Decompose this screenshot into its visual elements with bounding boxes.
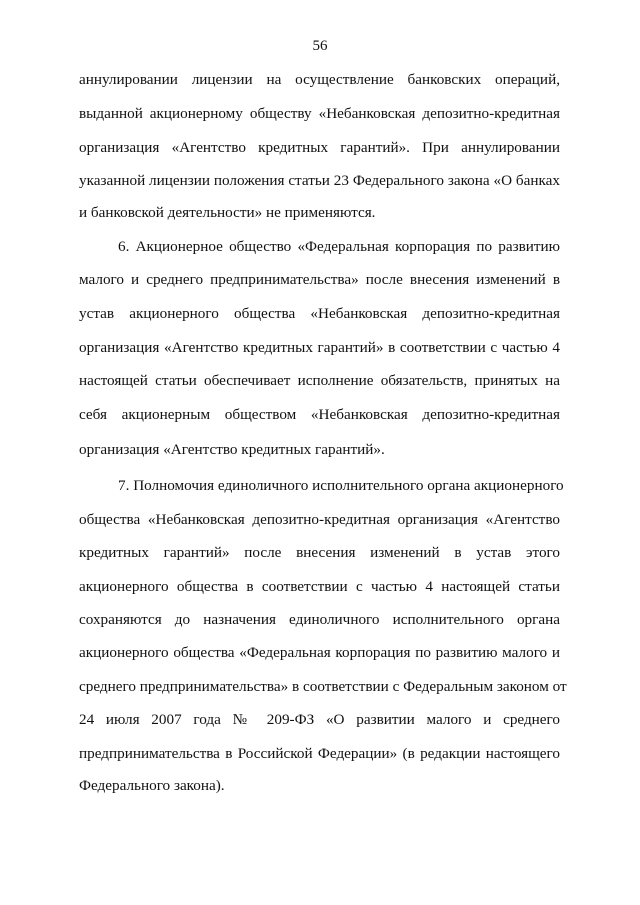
text-line: настоящей статьи обеспечивает исполнение обязательств, принятых на: [79, 372, 560, 389]
text-line: организация «Агентство кредитных гарантий».: [79, 441, 385, 458]
paragraph-7-first-line: 7. Полномочия единоличного исполнительного органа акционерного: [118, 477, 564, 494]
text-line: акционерного общества в соответствии с частью 4 настоящей статьи: [79, 578, 560, 595]
text-line: аннулировании лицензии на осуществление банковских операций,: [79, 71, 560, 88]
text-line: среднего предпринимательства» в соответствии с Федеральным законом от: [79, 678, 567, 695]
text-line: Федерального закона).: [79, 777, 225, 794]
text-line: и банковской деятельности» не применяются.: [79, 204, 376, 221]
text-line: указанной лицензии положения статьи 23 Федерального закона «О банках: [79, 172, 560, 189]
text-line: акционерного общества «Федеральная корпорация по развитию малого и: [79, 644, 560, 661]
text-line: общества «Небанковская депозитно-кредитная организация «Агентство: [79, 511, 560, 528]
paragraph-6-first-line: 6. Акционерное общество «Федеральная корпорация по развитию: [118, 238, 560, 255]
text-line: организация «Агентство кредитных гарантий». При аннулировании: [79, 139, 560, 156]
text-line: себя акционерным обществом «Небанковская депозитно-кредитная: [79, 406, 560, 423]
text-line: сохраняются до назначения единоличного исполнительного органа: [79, 611, 560, 628]
text-line: предпринимательства в Российской Федерации» (в редакции настоящего: [79, 745, 560, 762]
text-line: кредитных гарантий» после внесения изменений в устав этого: [79, 544, 560, 561]
text-line: выданной акционерному обществу «Небанковская депозитно-кредитная: [79, 105, 560, 122]
text-line: малого и среднего предпринимательства» после внесения изменений в: [79, 271, 560, 288]
text-line: организация «Агентство кредитных гарантий» в соответствии с частью 4: [79, 339, 560, 356]
text-line: устав акционерного общества «Небанковская депозитно-кредитная: [79, 305, 560, 322]
text-line: 24 июля 2007 года № 209-ФЗ «О развитии малого и среднего: [79, 711, 560, 728]
page-number: 56: [312, 38, 328, 54]
